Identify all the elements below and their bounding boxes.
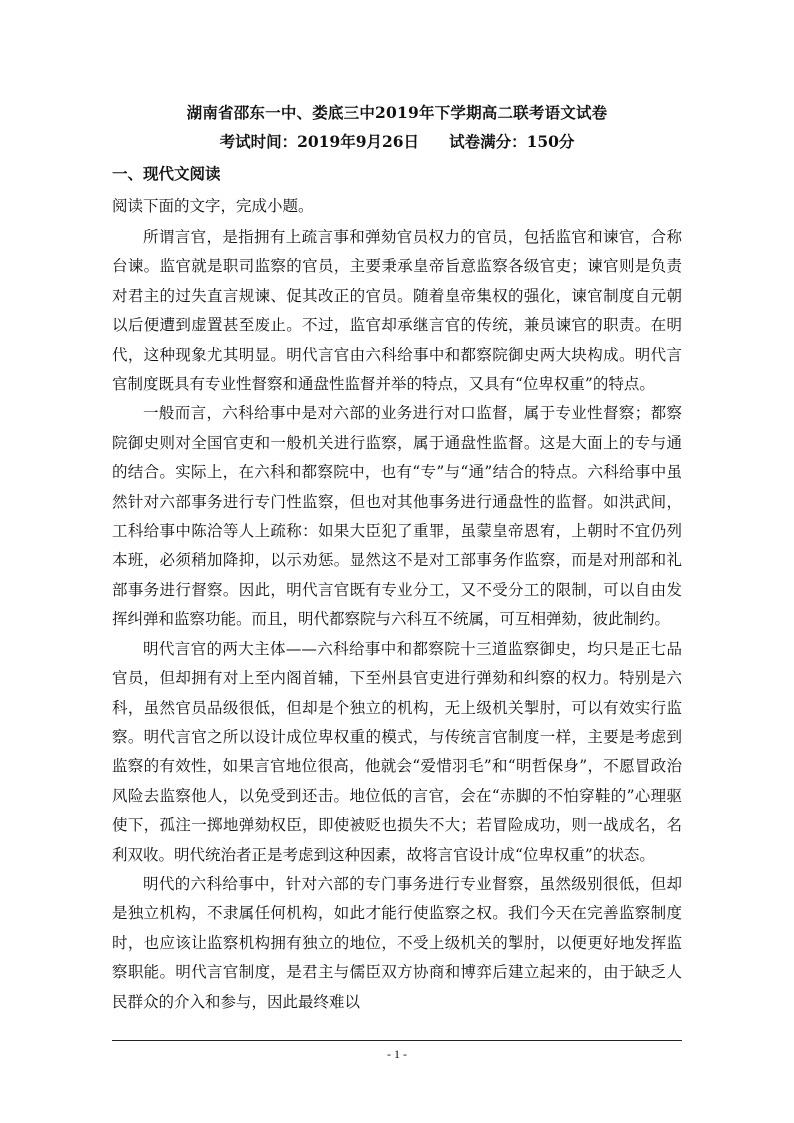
reading-instruction: 阅读下面的文字，完成小题。 (112, 197, 314, 215)
passage-paragraph-1: 所谓言官，是指拥有上疏言事和弹劾官员权力的官员，包括监官和谏官，合称台谏。监官就是职司监察的官员，主要秉承皇帝旨意监察各级官吏；谏官则是负责对君主的过失直言规谏、促其改正的官员。随着皇帝集权的强化，谏官制度自元朝以后便遭到虚置甚至废止。不过，监官却承继言官的传统，兼员谏官的职责。在明代，这种现象尤其明显。明代言官由六科给事中和都察院御史两大块构成。明代言官制度既具有专业性督察和通盘性监督并举的特点，又具有“位卑权重”的特点。 (112, 228, 682, 394)
exam-info-line (0, 130, 794, 154)
passage-paragraph-2: 一般而言，六科给事中是对六部的业务进行对口监督，属于专业性督察；都察院御史则对全国官吏和一般机关进行监察，属于通盘性监督。这是大面上的专与通的结合。实际上，在六科和都察院中，也有“专”与“通”结合的特点。六科给事中虽然针对六部事务进行专门性监察，但也对其他事务进行通盘性的监督。如洪武间，工科给事中陈洽等人上疏称：如果大臣犯了重罪，虽蒙皇帝恩宥，上朝时不宜仍列本班，必须稍加降抑，以示劝惩。显然这不是对工部事务作监察，而是对刑部和礼部事务进行督察。因此，明代言官既有专业分工，又不受分工的限制，可以自由发挥纠弹和监察功能。而且，明代都察院与六科互不统属，可互相弹劾，彼此制约。 (112, 404, 682, 629)
full-score: 试卷满分：150分 (449, 132, 575, 151)
exam-time: 考试时间：2019年9月26日 (219, 132, 420, 151)
footer-divider (112, 1040, 682, 1041)
page-number: - 1 - (387, 1047, 407, 1061)
passage-paragraph-3: 明代言官的两大主体——六科给事中和都察院十三道监察御史，均只是正七品官员，但却拥有对上至内阁首辅，下至州县官吏进行弹劾和纠察的权力。特别是六科，虽然官员品级很低，但却是个独立的机构，无上级机关掣肘，可以有效实行监察。明代言官之所以设计成位卑权重的模式，与传统言官制度一样，主要是考虑到监察的有效性，如果言官地位很高，他就会“爱惜羽毛”和“明哲保身”，不愿冒政治风险去监察他人，以免受到还击。地位低的言官，会在“赤脚的不怕穿鞋的”心理驱使下，孤注一掷地弹劾权臣，即使被贬也损失不大；若冒险成功，则一战成名，名利双收。明代统治者正是考虑到这种因素，故将言官设计成“位卑权重”的状态。 (112, 639, 682, 864)
reading-passage (112, 223, 682, 1017)
section-heading: 一、现代文阅读 (112, 164, 221, 183)
passage-paragraph-4: 明代的六科给事中，针对六部的专门事务进行专业督察，虽然级别很低，但却是独立机构，不隶属任何机构，如此才能行使监察之权。我们今天在完善监察制度时，也应该让监察机构拥有独立的地位，不受上级机关的掣肘，以便更好地发挥监察职能。明代言官制度，是君主与儒臣双方协商和博弈后建立起来的，由于缺乏人民群众的介入和参与，因此最终难以 (112, 874, 682, 1011)
document-title: 湖南省邵东一中、娄底三中2019年下学期高二联考语文试卷 (186, 103, 608, 122)
